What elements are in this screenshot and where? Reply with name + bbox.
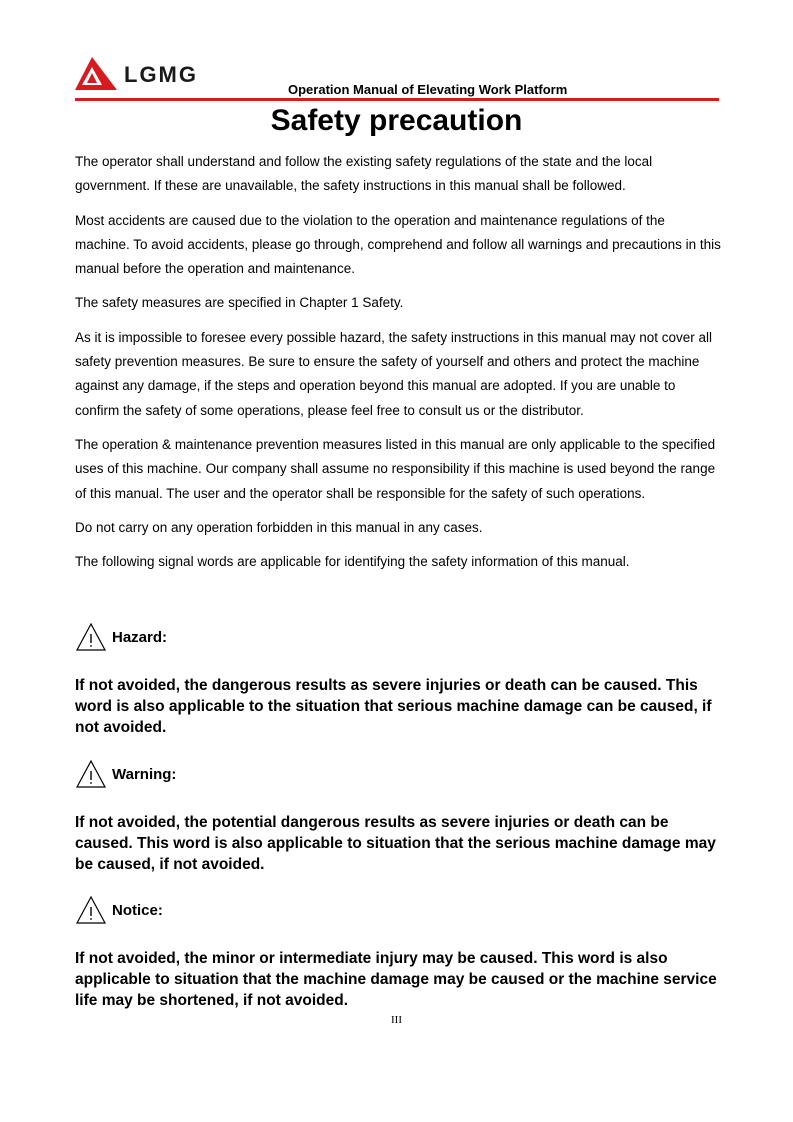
signal-hazard <box>75 621 723 738</box>
paragraph: As it is impossible to foresee every possible hazard, the safety instructions in this manual may not cover all safety prevention measures. Be sure to ensure the safety of yourself and others and protect the machine against any damage, if the steps and operation beyond this manual are adopted. If you are unable to confirm the safety of some operations, please feel free to consult us or the distributor. <box>75 329 713 418</box>
page-header <box>75 56 719 102</box>
paragraph: The safety measures are specified in Chapter 1 Safety. <box>75 295 404 311</box>
page-number: III <box>391 1014 402 1026</box>
paragraph: The operation & maintenance prevention measures listed in this manual are only applicable to the specified uses of this machine. Our company shall assume no responsibility if this machine is used beyond the range of this manual. The user and the operator shall be responsible for the safety of such operations. <box>75 436 716 501</box>
paragraph: Most accidents are caused due to the violation to the operation and maintenance regulations of the machine. To avoid accidents, please go through, comprehend and follow all warnings and precautions in this manual before the operation and maintenance. <box>75 212 721 277</box>
body-text <box>75 150 723 584</box>
paragraph: The operator shall understand and follow the existing safety regulations of the state and the local government. If these are unavailable, the safety instructions in this manual shall be followed. <box>75 154 653 194</box>
signal-notice <box>75 894 723 1011</box>
signal-label: Warning: <box>112 765 177 783</box>
paragraph: The following signal words are applicable for identifying the safety information of this manual. <box>75 554 630 570</box>
signal-description: If not avoided, the potential dangerous results as severe injuries or death can be caused. This word is also applicable to situation that the serious machine damage may be caused, if not avoided. <box>75 814 716 873</box>
logo-text: LGMG <box>124 62 198 87</box>
signal-warning <box>75 758 723 875</box>
signal-description: If not avoided, the dangerous results as severe injuries or death can be caused. This word is also applicable to the situation that serious machine damage can be caused, if not avoided. <box>75 677 712 736</box>
paragraph: Do not carry on any operation forbidden in this manual in any cases. <box>75 519 483 535</box>
header-title: Operation Manual of Elevating Work Platform <box>288 82 568 97</box>
warning-triangle-icon <box>75 622 107 652</box>
signal-description: If not avoided, the minor or intermediate injury may be caused. This word is also applicable to situation that the machine damage may be caused or the machine service life may be shortened, if not avoided. <box>75 950 717 1009</box>
signal-label: Notice: <box>112 901 163 919</box>
header-divider <box>75 98 719 101</box>
warning-triangle-icon <box>75 759 107 789</box>
logo-mark-icon <box>75 56 119 92</box>
page-title: Safety precaution <box>270 104 523 137</box>
signal-label: Hazard: <box>112 628 168 646</box>
warning-triangle-icon <box>75 895 107 925</box>
lgmg-logo <box>75 56 225 92</box>
